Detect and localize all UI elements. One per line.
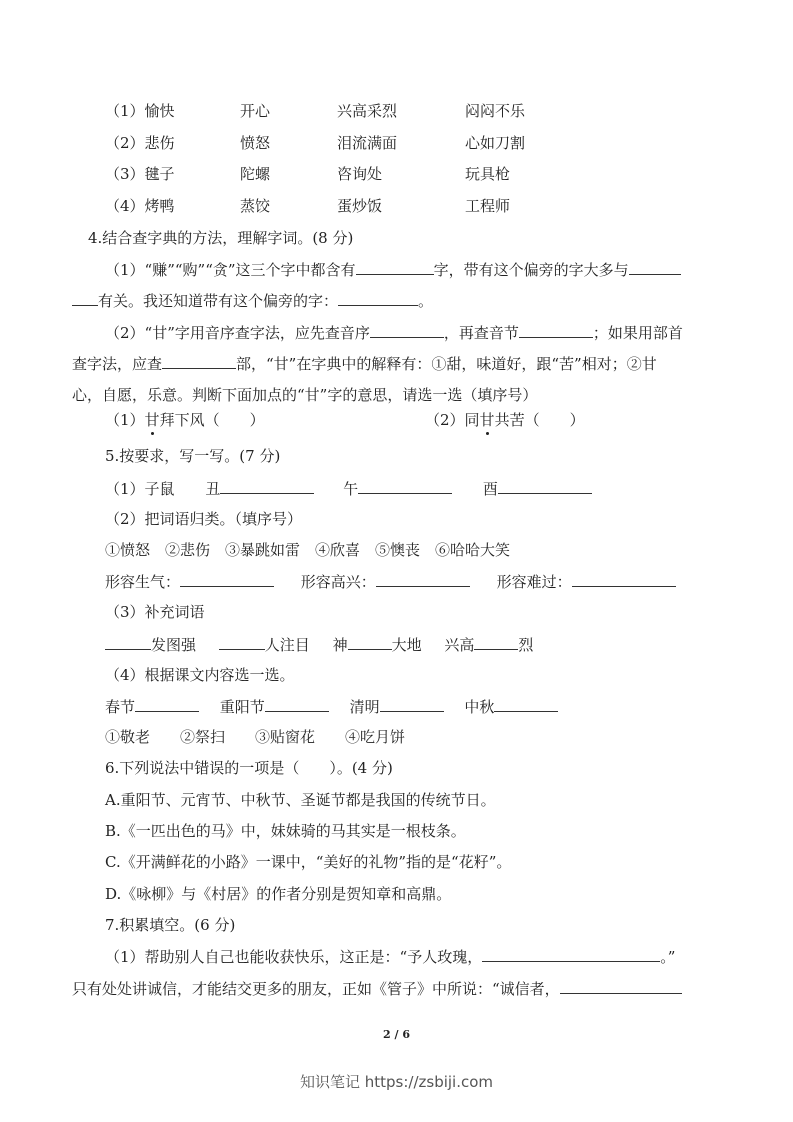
q5-blank-qingming[interactable] bbox=[380, 696, 444, 712]
q4-option-2-dotted-char: 甘 bbox=[479, 411, 495, 429]
q7-p1-text-a: （1）帮助别人自己也能收获快乐，这正是：“予人玫瑰， bbox=[105, 948, 483, 966]
q4-p2-text-d: 查字法，应查 bbox=[72, 355, 163, 373]
q5-s3-w3a: 神 bbox=[332, 636, 348, 654]
row2-label: （2）悲伤 bbox=[105, 134, 175, 152]
q5-cat-angry-label: 形容生气： bbox=[105, 573, 181, 591]
q5-cat-happy-label: 形容高兴： bbox=[300, 573, 376, 591]
row3-label: （3）毽子 bbox=[105, 165, 175, 183]
row1-word4: 闷闷不乐 bbox=[465, 102, 526, 120]
q7-title: 7.积累填空。(6 分) bbox=[105, 916, 236, 934]
q4-p1-text-a: （1）“赚”“购”“贪”这三个字中都含有 bbox=[105, 261, 356, 279]
q5-s4-festivals bbox=[105, 696, 558, 717]
q5-s2-words: ①愤怒 ②悲伤 ③暴跳如雷 ④欣喜 ⑤懊丧 ⑥哈哈大笑 bbox=[105, 541, 511, 559]
q5-s2-categories bbox=[105, 571, 676, 592]
q6-option-c[interactable]: C.《开满鲜花的小路》一课中，“美好的礼物”指的是“花籽”。 bbox=[105, 853, 512, 871]
q4-p2-text-e: 部，“甘”在字典中的解释有：①甜，味道好，跟“苦”相对；②甘 bbox=[236, 355, 657, 373]
q5-blank-chongyang[interactable] bbox=[265, 696, 329, 712]
q5-blank-w4[interactable] bbox=[474, 634, 518, 650]
page-number: 2 / 6 bbox=[383, 1028, 410, 1041]
q6-title: 6.下列说法中错误的一项是（ ）。(4 分) bbox=[105, 759, 393, 777]
q5-fest-qingming: 清明 bbox=[349, 698, 380, 716]
row4-word4: 工程师 bbox=[465, 197, 511, 215]
q4-option-1-num: （1） bbox=[105, 411, 145, 429]
q5-s3-w1: 发图强 bbox=[151, 636, 197, 654]
q4-p2-line2 bbox=[72, 353, 657, 374]
q5-s1-rooster: 酉 bbox=[482, 480, 498, 498]
q5-s4-options: ①敬老 ②祭扫 ③贴窗花 ④吃月饼 bbox=[105, 728, 406, 746]
q4-blank-radical-2[interactable] bbox=[162, 353, 236, 369]
q4-p2-line1 bbox=[105, 322, 683, 343]
q5-blank-happy[interactable] bbox=[376, 571, 470, 587]
q4-p1-line1 bbox=[105, 259, 681, 280]
q5-s3-w3b: 大地 bbox=[391, 636, 422, 654]
row2-word2: 愤怒 bbox=[240, 134, 271, 152]
row3-word3: 咨询处 bbox=[337, 165, 383, 183]
q4-blank-characters[interactable] bbox=[338, 290, 418, 306]
q4-option-2-text: 共苦（ ） bbox=[494, 411, 585, 429]
q4-p1-line2 bbox=[72, 290, 433, 311]
q5-title: 5.按要求，写一写。(7 分) bbox=[105, 447, 281, 465]
q5-s1-label: （1）子鼠 bbox=[105, 480, 175, 498]
row4-word3: 蛋炒饭 bbox=[337, 197, 383, 215]
row4-label: （4）烤鸭 bbox=[105, 197, 175, 215]
q5-blank-ox[interactable] bbox=[220, 478, 314, 494]
row1-word3: 兴高采烈 bbox=[337, 102, 398, 120]
q5-blank-w3[interactable] bbox=[348, 634, 392, 650]
q5-s3-words bbox=[105, 634, 533, 655]
q7-p1-line1 bbox=[105, 946, 675, 967]
q5-blank-w1[interactable] bbox=[105, 634, 151, 650]
q4-p2-text-b: ，再查音节 bbox=[443, 324, 519, 342]
q4-option-1[interactable] bbox=[105, 410, 265, 430]
q4-title: 4.结合查字典的方法，理解字词。(8 分) bbox=[88, 229, 354, 247]
q4-p1-text-d: 。 bbox=[418, 292, 434, 310]
q5-blank-horse[interactable] bbox=[358, 478, 452, 494]
q4-blank-meaning-b[interactable] bbox=[72, 290, 98, 306]
q5-cat-sad-label: 形容难过： bbox=[496, 573, 572, 591]
q6-option-a[interactable]: A.重阳节、元宵节、中秋节、圣诞节都是我国的传统节日。 bbox=[105, 791, 496, 809]
q4-p1-text-b: 字，带有这个偏旁的字大多与 bbox=[433, 261, 629, 279]
q6-option-d[interactable]: D.《咏柳》与《村居》的作者分别是贺知章和高鼎。 bbox=[105, 885, 452, 903]
row4-word2: 蒸饺 bbox=[240, 197, 271, 215]
q5-fest-midautumn: 中秋 bbox=[464, 698, 495, 716]
q5-blank-sad[interactable] bbox=[572, 571, 676, 587]
q5-s1-horse: 午 bbox=[343, 480, 359, 498]
q5-s2-title: （2）把词语归类。（填序号） bbox=[105, 510, 303, 528]
q4-p2-text-c: ；如果用部首 bbox=[592, 324, 683, 342]
row3-word2: 陀螺 bbox=[240, 165, 271, 183]
q5-zodiac-line bbox=[105, 478, 592, 499]
q7-p1-text-b: 。” bbox=[660, 948, 676, 966]
q7-blank-rose[interactable] bbox=[482, 946, 660, 962]
q7-p1-text-c: 只有处处讲诚信，才能结交更多的朋友，正如《管子》中所说：“诚信者， bbox=[72, 980, 560, 998]
q4-p2-line3: 心，自愿，乐意。判断下面加点的“甘”字的意思，请选一选（填序号） bbox=[72, 386, 538, 404]
q4-blank-syllable[interactable] bbox=[519, 322, 593, 338]
q5-blank-angry[interactable] bbox=[180, 571, 274, 587]
q4-blank-meaning-a[interactable] bbox=[629, 259, 681, 275]
q5-fest-spring: 春节 bbox=[105, 698, 136, 716]
q4-option-1-dotted-char: 甘 bbox=[144, 411, 160, 429]
q7-blank-honesty[interactable] bbox=[560, 978, 682, 994]
q4-option-2-num: （2）同 bbox=[425, 411, 480, 429]
q4-blank-initial[interactable] bbox=[370, 322, 444, 338]
row1-word2: 开心 bbox=[240, 102, 271, 120]
q5-blank-rooster[interactable] bbox=[498, 478, 592, 494]
q5-fest-chongyang: 重阳节 bbox=[219, 698, 265, 716]
q4-p1-text-c: 有关。我还知道带有这个偏旁的字： bbox=[98, 292, 339, 310]
row3-word4: 玩具枪 bbox=[465, 165, 511, 183]
q5-s3-w4a: 兴高 bbox=[444, 636, 475, 654]
q5-blank-midautumn[interactable] bbox=[494, 696, 558, 712]
q5-s3-w4b: 烈 bbox=[518, 636, 534, 654]
q5-s3-title: （3）补充词语 bbox=[105, 603, 205, 621]
row1-label: （1）愉快 bbox=[105, 102, 175, 120]
q7-p1-line2 bbox=[72, 978, 682, 999]
row2-word4: 心如刀割 bbox=[465, 134, 526, 152]
q4-option-1-text: 拜下风（ ） bbox=[159, 411, 265, 429]
q4-option-2[interactable] bbox=[425, 410, 585, 430]
q5-s4-title: （4）根据课文内容选一选。 bbox=[105, 666, 295, 684]
q4-p2-text-a: （2）“甘”字用音序查字法，应先查音序 bbox=[105, 324, 370, 342]
row2-word3: 泪流满面 bbox=[337, 134, 398, 152]
q6-option-b[interactable]: B.《一匹出色的马》中，妹妹骑的马其实是一根枝条。 bbox=[105, 822, 466, 840]
watermark: 知识笔记 https://zsbiji.com bbox=[299, 1073, 494, 1091]
q5-s3-w2: 人注目 bbox=[264, 636, 310, 654]
q4-blank-radical[interactable] bbox=[356, 259, 434, 275]
q5-s1-ox: 丑 bbox=[205, 480, 221, 498]
q5-blank-w2[interactable] bbox=[219, 634, 265, 650]
q5-blank-spring[interactable] bbox=[135, 696, 199, 712]
